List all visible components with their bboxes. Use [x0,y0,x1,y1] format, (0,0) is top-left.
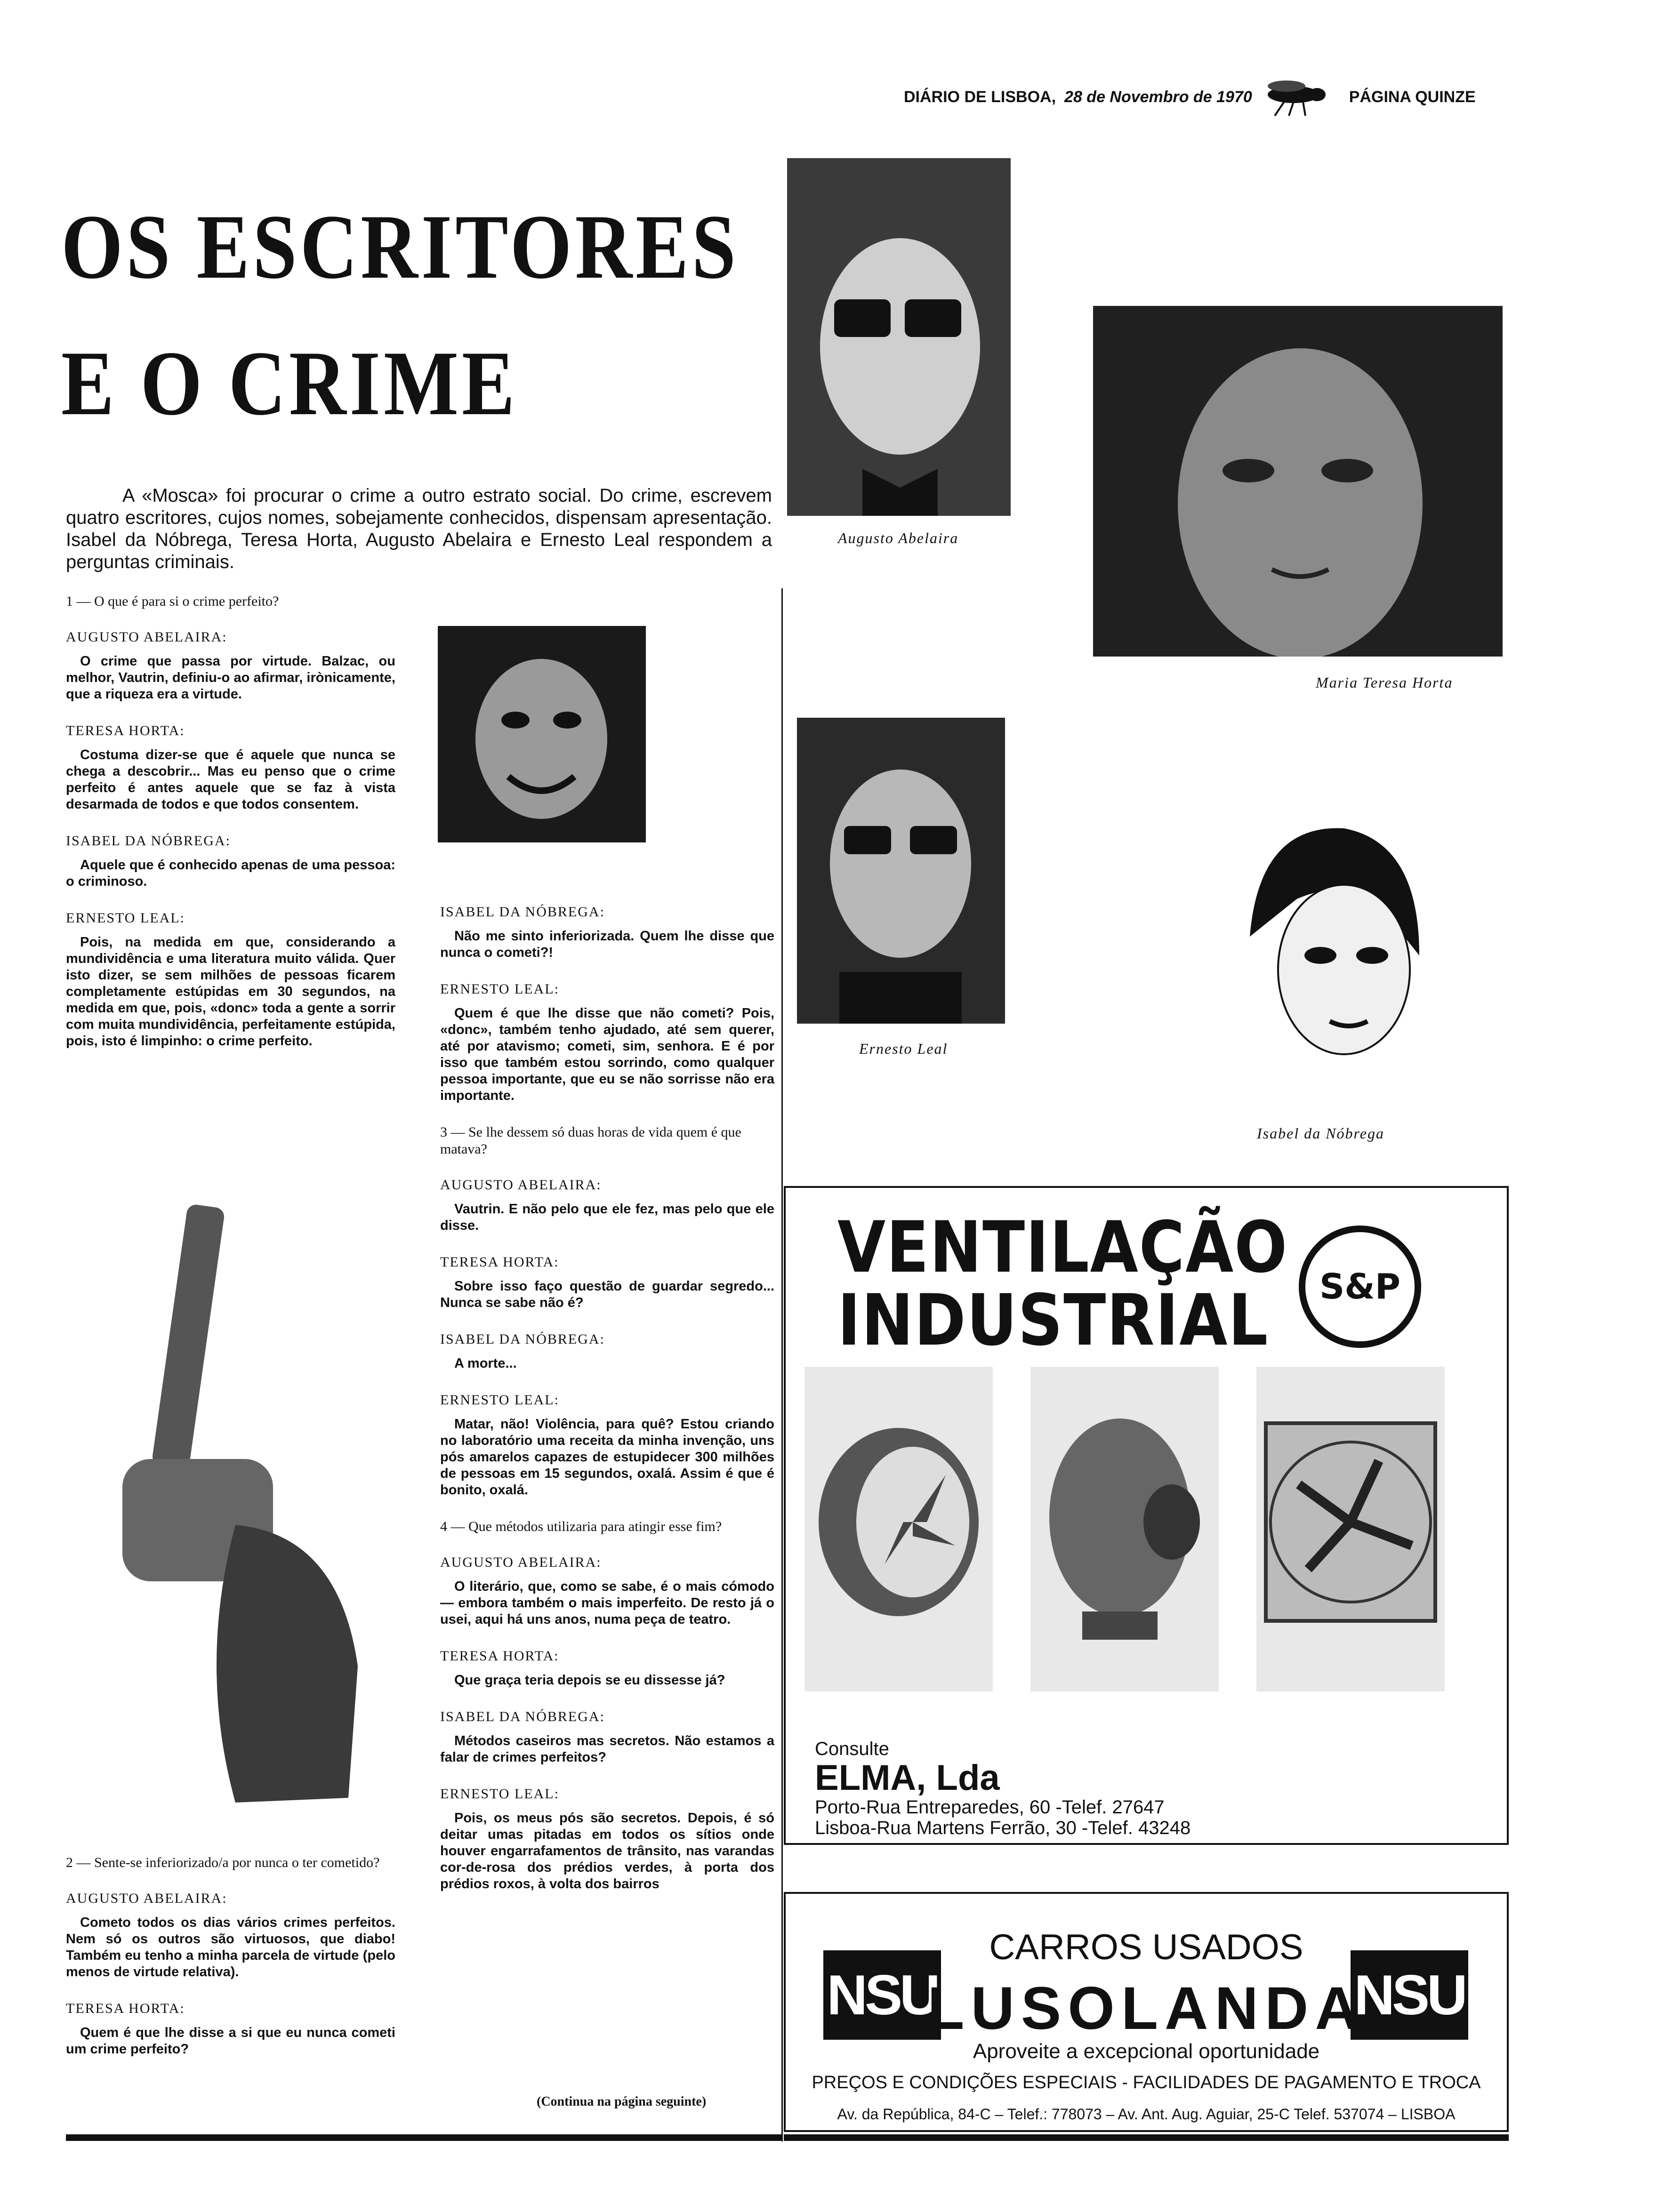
company-name: ELMA, Lda [815,1758,1000,1798]
speaker: ERNESTO LEAL: [440,981,559,997]
ad-title-line-2: INDUSTRIAL [837,1280,1269,1362]
caption-isabel-da-nobrega: Isabel da Nóbrega [1257,1125,1385,1142]
page-header [904,83,1506,111]
answer: Matar, não! Violência, para quê? Estou criando no laboratório uma receita da minha invenção, uns pós amarelos capazes de estupidecer 300 milhões de pessoas em 15 segundos, oxalá. Assim é que é bonito, oxalá. [440,1417,774,1498]
question-3: 3 — Se lhe dessem só duas horas de vida quem é que matava? [440,1124,741,1157]
fan-image-3 [1256,1367,1445,1691]
publication-name: DIÁRIO DE LISBOA, [904,88,1056,106]
photo-maria-teresa-horta [1093,306,1503,657]
answer: O crime que passa por virtude. Balzac, ou melhor, Vautrin, definiu-o ao afirmar, irònicamente, que a riqueza era a virtude. [66,654,395,702]
question-1: 1 — O que é para si o crime perfeito? [66,593,279,609]
fan-image-2 [1030,1367,1219,1691]
fan-image-1 [804,1367,993,1691]
caption-augusto-abelaira: Augusto Abelaira [838,529,959,546]
ad-contact [815,1739,1190,1838]
speaker: AUGUSTO ABELAIRA: [66,1891,227,1906]
bottom-rule [66,2134,781,2141]
answer: Métodos caseiros mas secretos. Não estamos a falar de crimes perfeitos? [440,1733,774,1765]
photo-augusto-abelaira [787,158,1011,516]
question-2: 2 — Sente-se inferiorizado/a por nunca o ter cometido? [66,1855,380,1870]
speaker: TERESA HORTA: [440,1254,559,1270]
speaker: TERESA HORTA: [66,2001,185,2016]
speaker: ISABEL DA NÓBREGA: [440,904,605,920]
speaker: ERNESTO LEAL: [66,910,185,926]
consult-label: Consulte [815,1739,889,1759]
headline-line-1: OS ESCRITORES [61,196,740,298]
speaker: TERESA HORTA: [66,723,185,738]
speaker: ERNESTO LEAL: [440,1392,559,1408]
continued-note: (Continua na página seguinte) [537,2094,707,2109]
answer: Pois, os meus pós são secretos. Depois, é só deitar umas pitadas em todos os sítios onde houver engarrafamentos de trânsito, nas varandas cor-de-rosa dos prédios verdes, à porta dos prédios roxos, à volta dos bairros [440,1811,774,1891]
answer: Cometo todos os dias vários crimes perfeitos. Nem só os outros são virtuosos, que diabo! Também eu tenho a minha parcela de virtude (pelo menos de virtude relativa). [66,1915,395,1980]
speaker: ISABEL DA NÓBREGA: [440,1709,605,1724]
page-number: PÁGINA QUINZE [1349,88,1476,106]
caption-maria-teresa-horta: Maria Teresa Horta [1316,674,1453,691]
answer: Quem é que lhe disse a si que eu nunca cometi um crime perfeito? [66,2025,395,2057]
photo-theatre-mask [438,626,646,842]
column-rule [781,588,783,2141]
headline-line-2: E O CRIME [61,332,518,434]
address-porto: Porto-Rua Entreparedes, 60 -Telef. 27647 [815,1797,1165,1818]
nsu-logo-left: NSU [823,1950,941,2040]
ad-carros-usados: CARROS USADOS [989,1927,1303,1967]
speaker: AUGUSTO ABELAIRA: [440,1177,602,1193]
answer: O literário, que, como se sabe, é o mais cómodo — embora também o mais imperfeito. De resto já o usei, aqui há uns anos, numa peça de teatro. [440,1579,774,1627]
question-4: 4 — Que métodos utilizaria para atingir esse fim? [440,1519,722,1534]
address-lisboa: Lisboa-Rua Martens Ferrão, 30 -Telef. 43248 [815,1818,1191,1838]
ad-tagline: Aproveite a excepcional oportunidade [973,2040,1320,2063]
ad-ventilacao-industrial [784,1186,1509,1845]
answer: Quem é que lhe disse que não cometi? Pois, «donc», também tenho ajudado, até sem querer, até por atavismo; cometi, sim, senhora. E é por isso que também estou sorrindo, como qualquer pessoa importante, que eu se não sorrisse não era importante. [440,1006,774,1103]
headline [61,179,740,452]
article-column-1-bottom [66,1854,395,2077]
speaker: ERNESTO LEAL: [440,1786,559,1802]
answer: A morte... [454,1356,517,1371]
speaker: ISABEL DA NÓBREGA: [440,1331,605,1347]
ad-title-line-1: VENTILAÇÃO [837,1207,1288,1289]
answer: Costuma dizer-se que é aquele que nunca se chega a descobrir... Mas eu penso que o crime perfeito é antes aquele que se faz à vista desarmada de todos e que todos consentem. [66,747,395,812]
publication-date: 28 de Novembro de 1970 [1064,88,1252,106]
ad-address: Av. da República, 84-C – Telef.: 778073 – Av. Ant. Aug. Aguiar, 25-C Telef. 537074 – LISBOA [837,2106,1456,2123]
ad-company-name: LUSOLANDA [927,1975,1365,2042]
ad-nsu-lusolanda [784,1892,1509,2132]
speaker: AUGUSTO ABELAIRA: [66,629,227,645]
ad-offer: PREÇOS E CONDIÇÕES ESPECIAIS - FACILIDADES DE PAGAMENTO E TROCA [812,2073,1481,2092]
caption-ernesto-leal: Ernesto Leal [859,1040,948,1057]
bottom-rule-right [784,2134,1509,2141]
ad-title [837,1207,1288,1362]
answer: Que graça teria depois se eu dissesse já? [454,1673,725,1688]
answer: Aquele que é conhecido apenas de uma pessoa: o criminoso. [66,858,395,889]
speaker: ISABEL DA NÓBREGA: [66,833,231,849]
speaker: AUGUSTO ABELAIRA: [440,1555,602,1570]
photo-isabel-da-nobrega [1222,814,1429,1101]
sp-logo: S&P [1299,1226,1421,1348]
answer: Sobre isso faço questão de guardar segredo... Nunca se sabe não é? [440,1279,774,1310]
answer: Vautrin. E não pelo que ele fez, mas pelo que ele disse. [440,1202,774,1233]
photo-ernesto-leal [797,718,1005,1024]
fly-icon [1261,76,1341,118]
answer: Pois, na medida em que, considerando a mundividência e uma literatura muito válida. Quer isto dizer, se sem milhões de pessoas ficarem completamente estúpidas em 30 segundos, na medida em que, pois, «donc» toda a gente a sorrir com muita mundividência, perfeitamente estúpida, pois, isto é limpinho: o crime perfeito. [66,935,395,1049]
speaker: TERESA HORTA: [440,1648,559,1664]
article-column-2 [440,904,774,1912]
answer: Não me sinto inferiorizada. Quem lhe disse que nunca o cometi?! [440,929,774,960]
photo-revolver [94,1195,386,1807]
nsu-logo-right: NSU [1351,1950,1468,2040]
article-column-1 [66,593,395,1069]
article-intro: A «Mosca» foi procurar o crime a outro estrato social. Do crime, escrevem quatro escritores, cujos nomes, sobejamente conhecidos, dispensam apresentação. Isabel da Nóbrega, Teresa Horta, Augusto Abelaira e Ernesto Leal respondem a perguntas criminais. [66,485,772,572]
